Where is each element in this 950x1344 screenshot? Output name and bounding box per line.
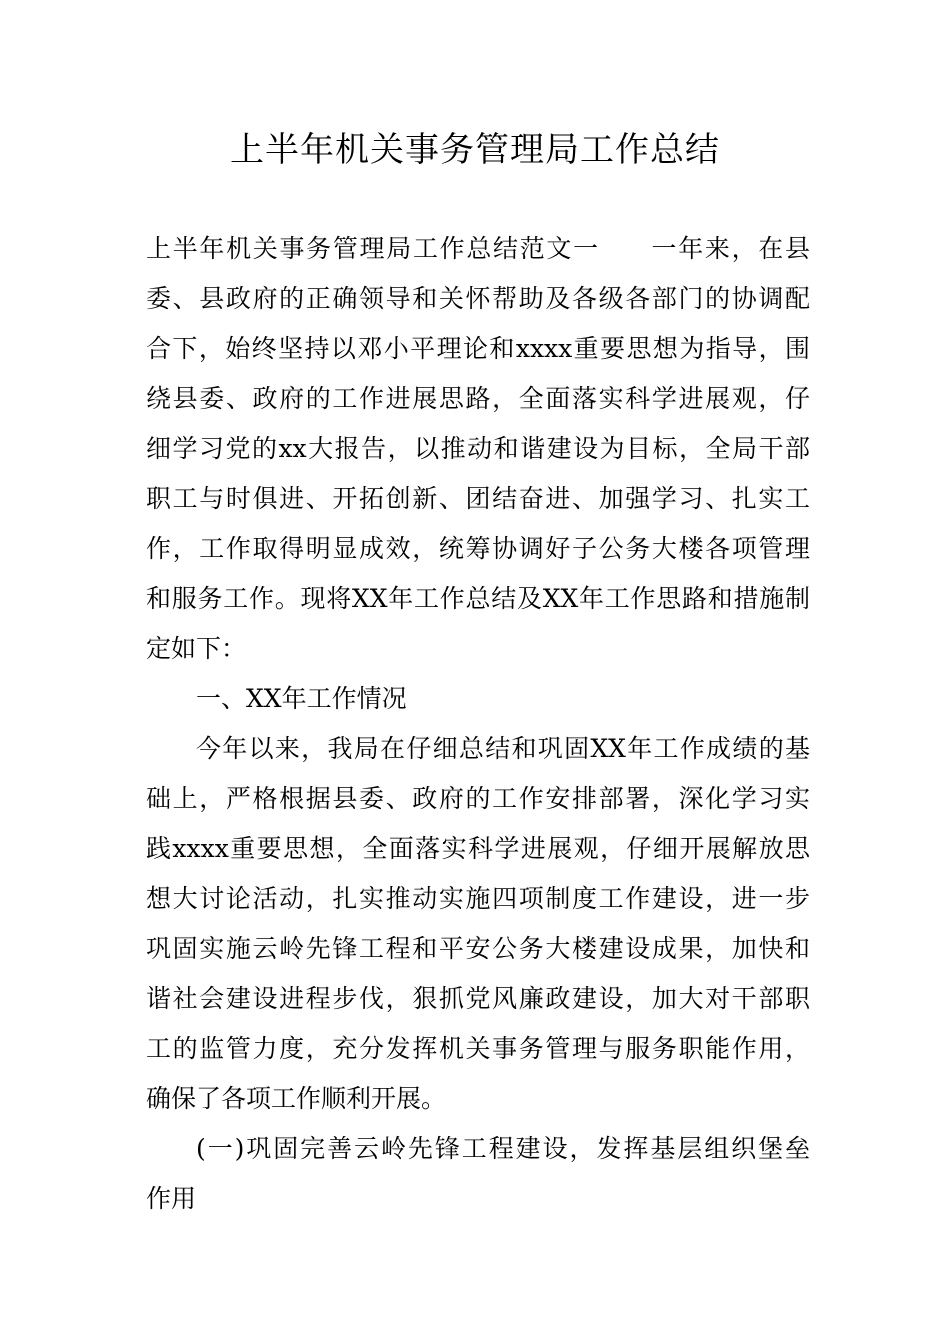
paragraph-line: 践xxxx重要思想，全面落实科学进展观，仔细开展解放思 — [146, 834, 810, 863]
paragraph-line: 作用 — [146, 1184, 197, 1213]
paragraph-line: 职工与时俱进、开拓创新、团结奋进、加强学习、扎实工 — [146, 484, 810, 513]
paragraph-line: 工的监管力度，充分发挥机关事务管理与服务职能作用， — [146, 1034, 810, 1063]
paragraph-line: 谐社会建设进程步伐，狠抓党风廉政建设，加大对干部职 — [146, 984, 810, 1013]
paragraph-heading: 上半年机关事务管理局工作总结范文一 — [146, 234, 600, 263]
paragraph-line: 想大讨论活动，扎实推动实施四项制度工作建设，进一步 — [146, 884, 810, 913]
paragraph-line: 委、县政府的正确领导和关怀帮助及各级各部门的协调配 — [146, 284, 810, 313]
paragraph-line: 今年以来，我局在仔细总结和巩固XX年工作成绩的基 — [196, 734, 810, 763]
paragraph-line: 础上，严格根据县委、政府的工作安排部署，深化学习实 — [146, 784, 810, 813]
paragraph-line — [146, 224, 810, 274]
paragraph-line: 巩固实施云岭先锋工程和平安公务大楼建设成果，加快和 — [146, 934, 810, 963]
paragraph-line: 定如下： — [146, 634, 247, 663]
paragraph-line: 作，工作取得明显成效，统筹协调好子公务大楼各项管理 — [146, 534, 810, 563]
document-body — [146, 224, 810, 1224]
paragraph-line: 确保了各项工作顺利开展。 — [146, 1084, 447, 1113]
paragraph-line: 细学习党的xx大报告，以推动和谐建设为目标，全局干部 — [146, 434, 810, 463]
paragraph-line: 和服务工作。现将XX年工作总结及XX年工作思路和措施制 — [146, 584, 810, 613]
document-title: 上半年机关事务管理局工作总结 — [230, 130, 720, 170]
subsection-heading: (一)巩固完善云岭先锋工程建设，发挥基层组织堡垒 — [196, 1134, 810, 1163]
paragraph-line: 合下，始终坚持以邓小平理论和xxxx重要思想为指导，围 — [146, 334, 810, 363]
section-heading: 一、XX年工作情况 — [196, 684, 407, 713]
paragraph-text: 一年来，在县 — [649, 234, 810, 263]
paragraph-line: 绕县委、政府的工作进展思路，全面落实科学进展观，仔 — [146, 384, 810, 413]
